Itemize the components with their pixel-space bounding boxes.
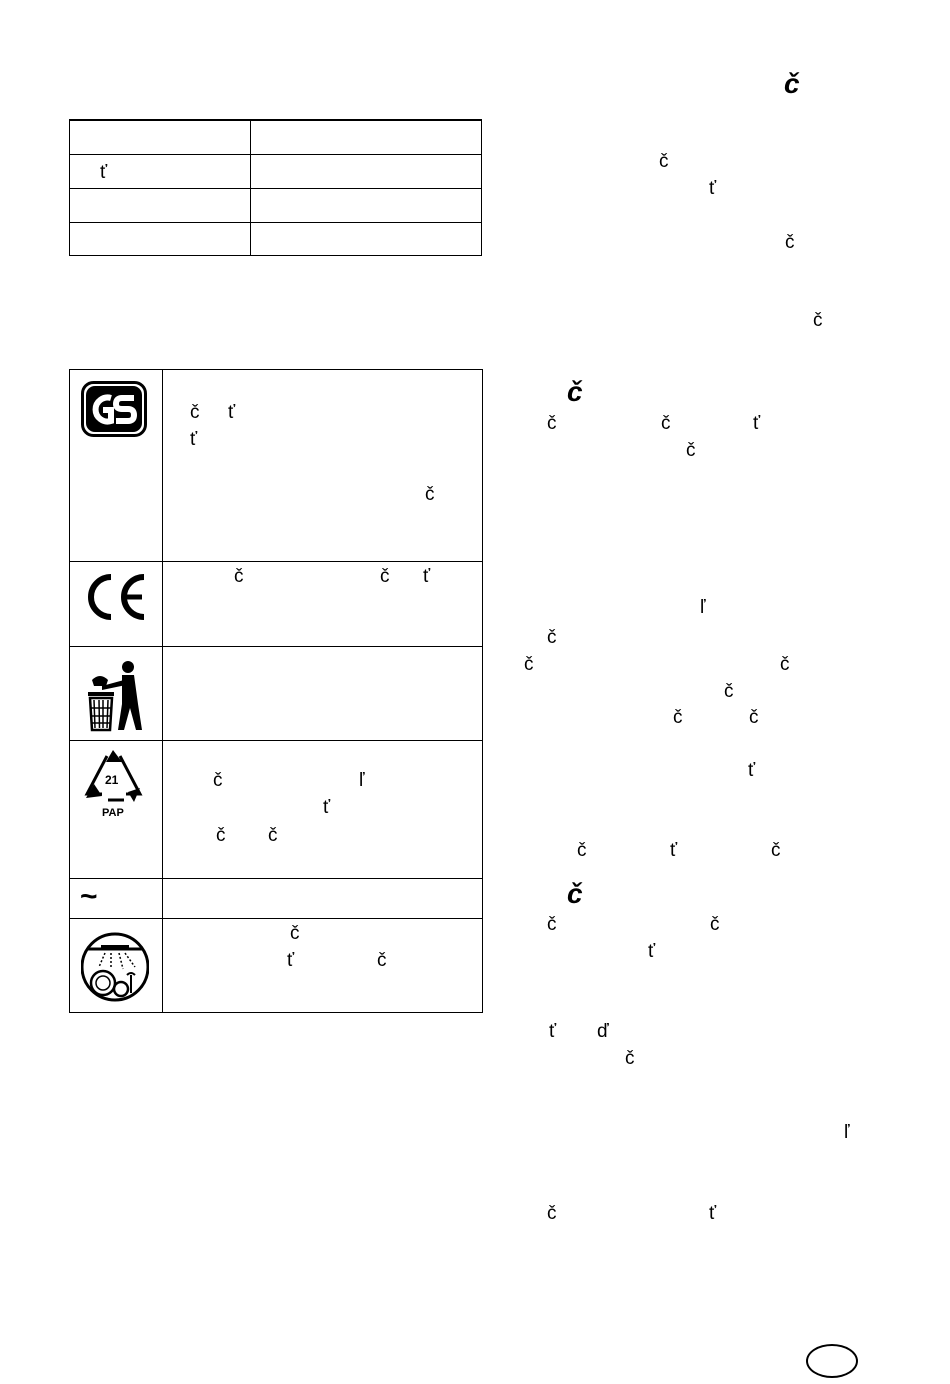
body-char: č [577, 840, 587, 861]
body-char: ľ [700, 597, 706, 618]
symbol-row-divider [70, 740, 482, 741]
body-char: č [780, 654, 790, 675]
recycling-text-char: ť [323, 797, 331, 818]
body-char: č [771, 840, 781, 861]
spec-row [70, 222, 481, 256]
body-char: ť [709, 1203, 717, 1224]
ce-text-char: č [234, 566, 244, 587]
alternating-current-icon: ~ [80, 880, 98, 913]
recycling-material: PAP [102, 807, 124, 819]
body-char: č [686, 440, 696, 461]
gs-text-char: ť [190, 429, 198, 450]
body-char: č [547, 627, 557, 648]
symbol-row-divider [70, 646, 482, 647]
body-char: č [813, 310, 823, 331]
language-badge [806, 1344, 858, 1378]
dishwasher-safe-icon [81, 927, 149, 1007]
dishwasher-text-char: ť [287, 950, 295, 971]
symbol-table [69, 369, 483, 1013]
spec-row [70, 154, 481, 188]
body-char: ť [753, 413, 761, 434]
body-char: ľ [844, 1122, 850, 1143]
ce-text-char: č [380, 566, 390, 587]
gs-text-char: ť [228, 402, 236, 423]
spec-row [70, 188, 481, 222]
body-char: č [625, 1048, 635, 1069]
body-char: ď [597, 1021, 609, 1042]
body-char: č [661, 413, 671, 434]
body-char: č [659, 151, 669, 172]
body-char: ť [549, 1021, 557, 1042]
body-char: ť [709, 178, 717, 199]
recycling-text-char: č [213, 770, 223, 791]
recycling-text-char: ľ [359, 770, 365, 791]
recycling-pap-icon [82, 748, 146, 820]
spec-row [70, 120, 481, 154]
section-heading: č [567, 878, 583, 909]
recycling-text-char: č [268, 825, 278, 846]
body-char: č [673, 707, 683, 728]
spec-table [69, 119, 482, 256]
body-char: ť [748, 760, 756, 781]
body-char: č [710, 914, 720, 935]
section-heading: č [784, 68, 800, 99]
recycling-code: 21 [105, 773, 119, 787]
body-char: č [524, 654, 534, 675]
dishwasher-text-char: č [377, 950, 387, 971]
gs-mark-icon [81, 381, 147, 437]
symbol-row-divider [70, 878, 482, 879]
body-char: č [547, 914, 557, 935]
body-char: č [724, 681, 734, 702]
recycling-text-char: č [216, 825, 226, 846]
body-char: ť [670, 840, 678, 861]
dishwasher-text-char: č [290, 923, 300, 944]
section-heading: č [567, 376, 583, 407]
spec-cell: ť [100, 162, 108, 183]
symbol-table-divider [162, 370, 163, 1012]
crossed-bin-icon [82, 660, 146, 732]
symbol-row-divider [70, 561, 482, 562]
gs-text-char: č [425, 484, 435, 505]
body-char: ť [648, 941, 656, 962]
body-char: č [785, 232, 795, 253]
body-char: č [547, 1203, 557, 1224]
body-char: č [547, 413, 557, 434]
gs-text-char: č [190, 402, 200, 423]
ce-text-char: ť [423, 566, 431, 587]
symbol-row-divider [70, 918, 482, 919]
body-char: č [749, 707, 759, 728]
ce-mark-icon [82, 573, 148, 621]
